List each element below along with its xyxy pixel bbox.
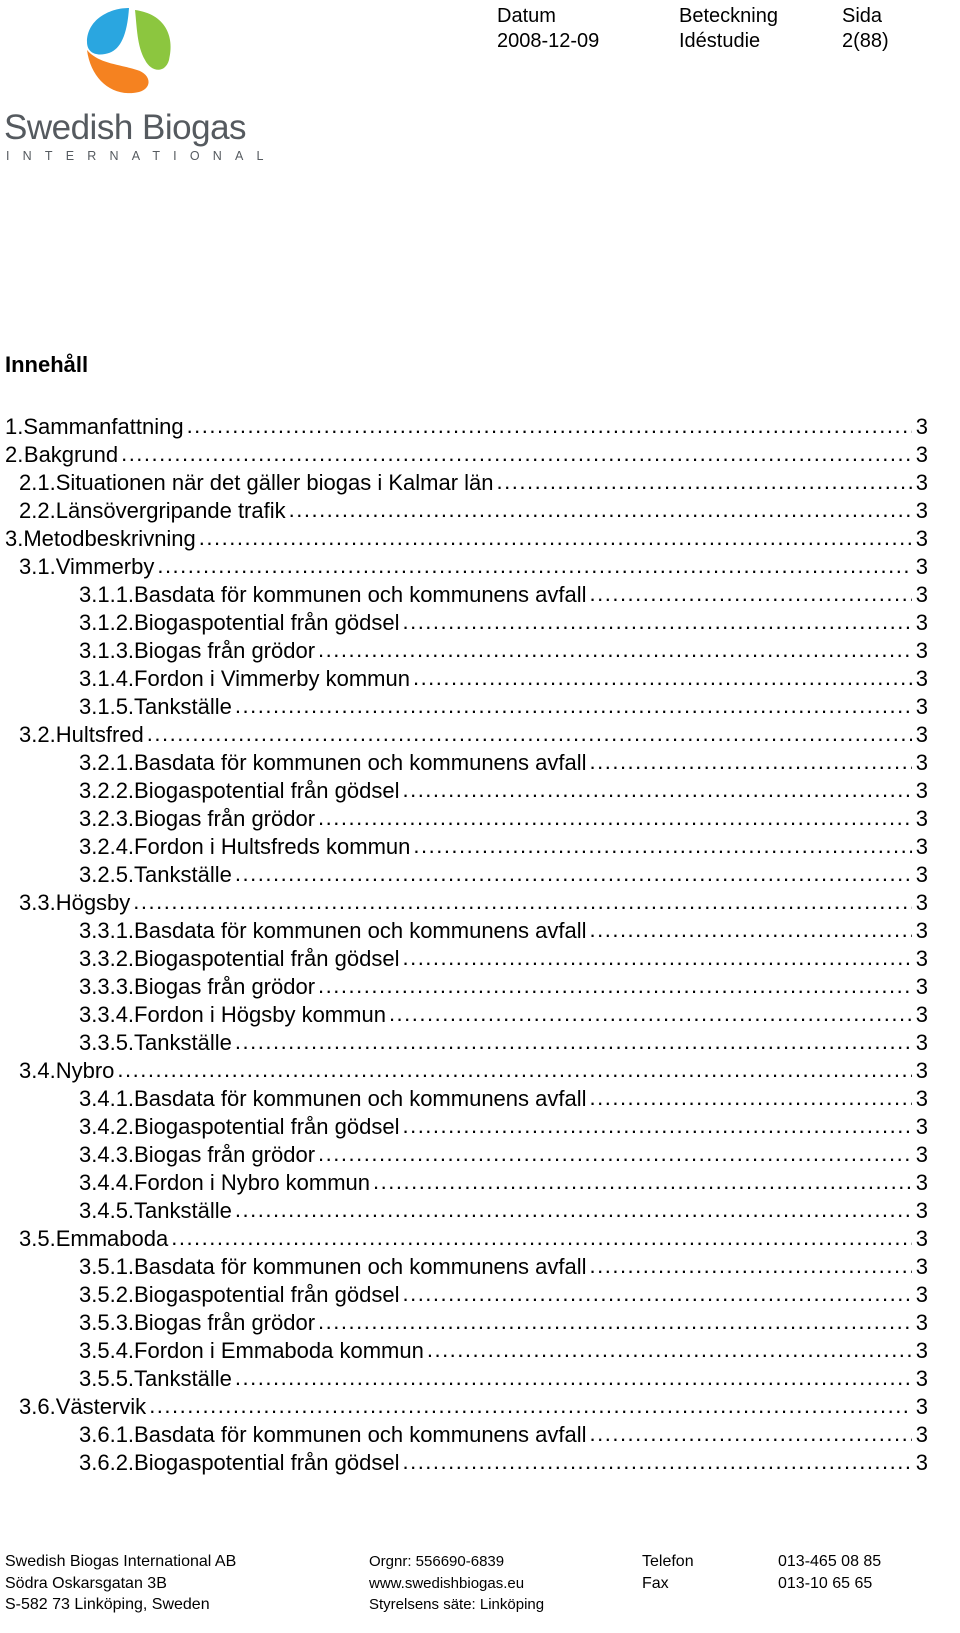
- footer-web[interactable]: www.swedishbiogas.eu: [369, 1574, 525, 1592]
- toc-dot-leader: [147, 719, 912, 748]
- toc-entry-title: Tankställe: [134, 1198, 232, 1223]
- toc-entry[interactable]: [79, 1364, 928, 1393]
- toc-dot-leader: [402, 607, 911, 636]
- toc-entry-title: Tankställe: [134, 1366, 232, 1391]
- toc-dot-leader: [117, 1055, 911, 1084]
- toc-entry-title: Bakgrund: [23, 442, 119, 467]
- toc-dot-leader: [373, 1167, 912, 1196]
- toc-entry-page: 3: [915, 638, 928, 663]
- toc-dot-leader: [590, 1083, 912, 1112]
- toc-entry-number: 3.4.4.: [79, 1170, 135, 1195]
- toc-entry-page: 3: [915, 666, 928, 691]
- toc-entry-page: 3: [915, 862, 928, 887]
- toc-entry-page: 3: [915, 470, 928, 495]
- toc-entry-title: Emmaboda: [55, 1226, 169, 1251]
- toc-entry-title: Västervik: [55, 1394, 147, 1419]
- toc-entry-title: Basdata för kommunen och kommunens avfall: [134, 1086, 587, 1111]
- toc-entry-page: 3: [915, 610, 928, 635]
- toc-entry[interactable]: [19, 720, 928, 749]
- footer-street: Södra Oskarsgatan 3B: [5, 1574, 167, 1592]
- toc-entry[interactable]: [79, 1420, 928, 1449]
- toc-dot-leader: [318, 635, 912, 664]
- toc-entry-title: Biogas från grödor: [134, 1310, 316, 1335]
- toc-entry[interactable]: [19, 552, 928, 581]
- toc-entry-title: Tankställe: [134, 1030, 232, 1055]
- toc-entry-page: 3: [915, 1422, 928, 1447]
- footer-fax-label: Fax: [642, 1574, 669, 1592]
- toc-entry[interactable]: [79, 748, 928, 777]
- toc-dot-leader: [413, 831, 911, 860]
- toc-dot-leader: [413, 663, 912, 692]
- toc-entry-page: 3: [915, 1282, 928, 1307]
- biogas-logo-icon: [79, 2, 179, 102]
- toc-entry[interactable]: [79, 944, 928, 973]
- toc-entry-page: 3: [915, 1198, 928, 1223]
- toc-dot-leader: [590, 579, 912, 608]
- toc-dot-leader: [157, 551, 911, 580]
- toc-dot-leader: [590, 747, 912, 776]
- toc-entry-page: 3: [915, 778, 928, 803]
- toc-entry-number: 3.2.3.: [79, 806, 135, 831]
- toc-title: Innehåll: [5, 352, 89, 377]
- toc-entry-page: 3: [915, 554, 928, 579]
- toc-entry-number: 3.1.: [19, 554, 56, 579]
- toc-entry[interactable]: [79, 692, 928, 721]
- toc-dot-leader: [590, 1251, 912, 1280]
- footer-contact-values: [778, 1551, 881, 1594]
- toc-entry[interactable]: [79, 804, 928, 833]
- toc-entry[interactable]: [19, 1224, 928, 1253]
- toc-entry-page: 3: [915, 1114, 928, 1139]
- toc-entry-number: 3.4.: [19, 1058, 56, 1083]
- toc-entry-title: Fordon i Hultsfreds kommun: [134, 834, 411, 859]
- toc-dot-leader: [235, 1195, 912, 1224]
- toc-entry-number: 3.3.1.: [79, 918, 135, 943]
- footer-phone-label: Telefon: [642, 1553, 694, 1570]
- toc-entry-title: Hultsfred: [55, 722, 144, 747]
- toc-entry-title: Biogas från grödor: [134, 974, 316, 999]
- footer-company: Swedish Biogas International AB: [5, 1553, 237, 1570]
- toc-entry-number: 3.5.: [19, 1226, 56, 1251]
- toc-entry-number: 3.3.3.: [79, 974, 135, 999]
- toc-entry-number: 3.5.4.: [79, 1338, 135, 1363]
- toc-entry-number: 3.5.2.: [79, 1282, 135, 1307]
- toc-entry[interactable]: [19, 468, 928, 497]
- toc-entry[interactable]: [79, 1000, 928, 1029]
- toc-entry-title: Basdata för kommunen och kommunens avfall: [134, 1254, 587, 1279]
- toc-entry-number: 3.1.2.: [79, 610, 135, 635]
- toc-entry-number: 3.1.1.: [79, 582, 135, 607]
- toc-entry-page: 3: [915, 806, 928, 831]
- toc-entry-title: Biogaspotential från gödsel: [134, 778, 400, 803]
- toc-entry-number: 3.6.: [19, 1394, 56, 1419]
- toc-entry-number: 3.: [5, 526, 24, 551]
- toc-entry-title: Metodbeskrivning: [23, 526, 196, 551]
- toc-entry-title: Fordon i Emmaboda kommun: [134, 1338, 424, 1363]
- toc-entry-page: 3: [915, 694, 928, 719]
- toc-entry-number: 3.3.5.: [79, 1030, 135, 1055]
- footer-fax: 013-10 65 65: [778, 1574, 873, 1592]
- toc-entry-number: 3.5.3.: [79, 1310, 135, 1335]
- toc-entry-number: 3.4.3.: [79, 1142, 135, 1167]
- toc-entry[interactable]: [79, 860, 928, 889]
- toc-entry-page: 3: [915, 1394, 928, 1419]
- toc-entry-number: 3.1.4.: [79, 666, 135, 691]
- toc-entry-number: 3.4.5.: [79, 1198, 135, 1223]
- toc-entry-number: 3.2.1.: [79, 750, 135, 775]
- toc-entry-title: Högsby: [55, 890, 131, 915]
- page-label: Sida: [842, 5, 883, 27]
- header-date: [497, 4, 599, 54]
- logo-subtitle: INTERNATIONAL: [6, 149, 277, 163]
- toc-entry-number: 3.5.1.: [79, 1254, 135, 1279]
- toc-entry[interactable]: [79, 1308, 928, 1337]
- toc-entry-title: Tankställe: [134, 862, 232, 887]
- toc-entry-number: 3.4.2.: [79, 1114, 135, 1139]
- toc-entry[interactable]: [79, 636, 928, 665]
- toc-entry-page: 3: [915, 1226, 928, 1251]
- toc-dot-leader: [235, 859, 912, 888]
- toc-entry[interactable]: [79, 580, 928, 609]
- toc-entry[interactable]: [5, 412, 928, 441]
- toc-entry-page: 3: [915, 498, 928, 523]
- toc-dot-leader: [402, 1111, 911, 1140]
- toc-entry[interactable]: [19, 1056, 928, 1085]
- toc-entry-number: 2.2.: [19, 498, 56, 523]
- toc-entry[interactable]: [79, 608, 928, 637]
- designation-value: Idéstudie: [679, 30, 761, 52]
- toc-entry-number: 3.2.2.: [79, 778, 135, 803]
- toc-entry[interactable]: [79, 1196, 928, 1225]
- designation-label: Beteckning: [679, 5, 778, 27]
- toc-dot-leader: [289, 495, 912, 524]
- toc-entry[interactable]: [79, 776, 928, 805]
- footer-city: S-582 73 Linköping, Sweden: [5, 1596, 210, 1613]
- toc-dot-leader: [402, 775, 911, 804]
- toc-dot-leader: [590, 1419, 912, 1448]
- toc-dot-leader: [402, 1279, 911, 1308]
- toc-entry-title: Biogas från grödor: [134, 638, 316, 663]
- footer-phone: 013-465 08 85: [778, 1553, 882, 1570]
- toc-entry-page: 3: [915, 414, 928, 439]
- toc-dot-leader: [199, 523, 912, 552]
- toc-entry-page: 3: [915, 750, 928, 775]
- toc-entry-title: Biogaspotential från gödsel: [134, 1282, 400, 1307]
- toc-entry[interactable]: [79, 1168, 928, 1197]
- toc-entry-page: 3: [915, 1366, 928, 1391]
- toc-entry-title: Fordon i Nybro kommun: [134, 1170, 371, 1195]
- toc-entry[interactable]: [79, 1336, 928, 1365]
- toc-entry-page: 3: [915, 1002, 928, 1027]
- toc-entry[interactable]: [79, 832, 928, 861]
- footer-contact-labels: [642, 1551, 694, 1594]
- toc-entry-page: 3: [915, 1450, 928, 1475]
- toc-entry-title: Biogas från grödor: [134, 806, 316, 831]
- toc-entry-title: Biogaspotential från gödsel: [134, 946, 400, 971]
- toc-entry-title: Biogaspotential från gödsel: [134, 610, 400, 635]
- toc-entry[interactable]: [79, 1112, 928, 1141]
- toc-entry[interactable]: [79, 1252, 928, 1281]
- toc-entry-number: 3.1.5.: [79, 694, 135, 719]
- toc-entry-title: Länsövergripande trafik: [55, 498, 286, 523]
- toc-entry-title: Fordon i Högsby kommun: [134, 1002, 386, 1027]
- toc-entry-title: Basdata för kommunen och kommunens avfall: [134, 582, 587, 607]
- toc-dot-leader: [235, 1363, 912, 1392]
- toc-entry[interactable]: [79, 1028, 928, 1057]
- toc-entry-number: 3.6.2.: [79, 1450, 135, 1475]
- toc-entry-number: 3.5.5.: [79, 1366, 135, 1391]
- toc-entry-number: 2.1.: [19, 470, 56, 495]
- footer-orgnr: Orgnr: 556690-6839: [369, 1553, 505, 1570]
- toc-dot-leader: [389, 999, 912, 1028]
- toc-entry-page: 3: [915, 1254, 928, 1279]
- toc-entry-number: 3.3.4.: [79, 1002, 135, 1027]
- toc-dot-leader: [402, 1447, 911, 1476]
- toc-entry[interactable]: [79, 1280, 928, 1309]
- toc-entry-page: 3: [915, 526, 928, 551]
- toc-entry-page: 3: [915, 974, 928, 999]
- toc-entry-title: Basdata för kommunen och kommunens avfall: [134, 918, 587, 943]
- toc-entry[interactable]: [79, 916, 928, 945]
- toc-entry-number: 3.3.: [19, 890, 56, 915]
- toc-entry-number: 3.4.1.: [79, 1086, 135, 1111]
- toc-entry[interactable]: [19, 496, 928, 525]
- toc-entry-page: 3: [915, 890, 928, 915]
- toc-entry-title: Biogaspotential från gödsel: [134, 1450, 400, 1475]
- toc-dot-leader: [187, 411, 912, 440]
- toc-dot-leader: [149, 1391, 912, 1420]
- toc-entry-number: 3.3.2.: [79, 946, 135, 971]
- toc-dot-leader: [402, 943, 911, 972]
- toc-entry-page: 3: [915, 722, 928, 747]
- toc-entry-title: Tankställe: [134, 694, 232, 719]
- toc-entry-number: 1.: [5, 414, 24, 439]
- toc-entry-number: 3.2.: [19, 722, 56, 747]
- toc-entry-page: 3: [915, 1170, 928, 1195]
- toc-entry-number: 3.1.3.: [79, 638, 135, 663]
- toc-entry[interactable]: [19, 888, 928, 917]
- toc-dot-leader: [318, 1139, 912, 1168]
- toc-entry-page: 3: [915, 1058, 928, 1083]
- toc-entry[interactable]: [19, 1392, 928, 1421]
- header-page: [842, 4, 889, 54]
- toc-dot-leader: [590, 915, 912, 944]
- logo-wordmark: Swedish Biogas: [4, 108, 247, 147]
- toc-entry-title: Basdata för kommunen och kommunens avfall: [134, 1422, 587, 1447]
- toc-dot-leader: [427, 1335, 912, 1364]
- toc-dot-leader: [318, 1307, 912, 1336]
- page-value: 2(88): [842, 30, 889, 52]
- toc-dot-leader: [497, 467, 912, 496]
- toc-entry-page: 3: [915, 582, 928, 607]
- toc-dot-leader: [235, 691, 912, 720]
- toc-entry-title: Sammanfattning: [23, 414, 184, 439]
- footer-registration: [369, 1551, 544, 1616]
- toc-entry-title: Fordon i Vimmerby kommun: [134, 666, 410, 691]
- footer-address: [5, 1551, 236, 1616]
- toc-dot-leader: [235, 1027, 912, 1056]
- toc-entry-number: 2.: [5, 442, 24, 467]
- toc-dot-leader: [318, 803, 912, 832]
- toc-dot-leader: [171, 1223, 912, 1252]
- toc-dot-leader: [318, 971, 912, 1000]
- toc-entry-title: Basdata för kommunen och kommunens avfall: [134, 750, 587, 775]
- toc-entry-page: 3: [915, 1310, 928, 1335]
- toc-entry-title: Vimmerby: [55, 554, 155, 579]
- toc-entry-page: 3: [915, 1030, 928, 1055]
- date-value: 2008-12-09: [497, 30, 600, 52]
- toc-entry[interactable]: [79, 1140, 928, 1169]
- footer-seat: Styrelsens säte: Linköping: [369, 1596, 545, 1613]
- toc-entry-page: 3: [915, 918, 928, 943]
- toc-entry-page: 3: [915, 1086, 928, 1111]
- toc-entry[interactable]: [79, 1084, 928, 1113]
- toc-dot-leader: [133, 887, 911, 916]
- toc-entry-page: 3: [915, 1338, 928, 1363]
- toc-entry[interactable]: [79, 972, 928, 1001]
- toc-entry-page: 3: [915, 946, 928, 971]
- toc-entry[interactable]: [79, 664, 928, 693]
- toc-entry-number: 3.2.4.: [79, 834, 135, 859]
- toc-dot-leader: [121, 439, 912, 468]
- toc-entry-number: 3.6.1.: [79, 1422, 135, 1447]
- toc-entry-title: Nybro: [55, 1058, 115, 1083]
- toc-entry-page: 3: [915, 834, 928, 859]
- toc-entry[interactable]: [79, 1448, 928, 1477]
- toc-entry-title: Biogas från grödor: [134, 1142, 316, 1167]
- header-designation: [679, 4, 778, 54]
- toc-entry-page: 3: [915, 1142, 928, 1167]
- toc-entry-number: 3.2.5.: [79, 862, 135, 887]
- toc-entry-title: Biogaspotential från gödsel: [134, 1114, 400, 1139]
- company-logo: [2, 2, 277, 164]
- toc-entry-title: Situationen när det gäller biogas i Kalmar län: [55, 470, 494, 495]
- toc-entry[interactable]: [5, 440, 928, 469]
- toc-entry[interactable]: [5, 524, 928, 553]
- date-label: Datum: [497, 5, 556, 27]
- toc-entry-page: 3: [915, 442, 928, 467]
